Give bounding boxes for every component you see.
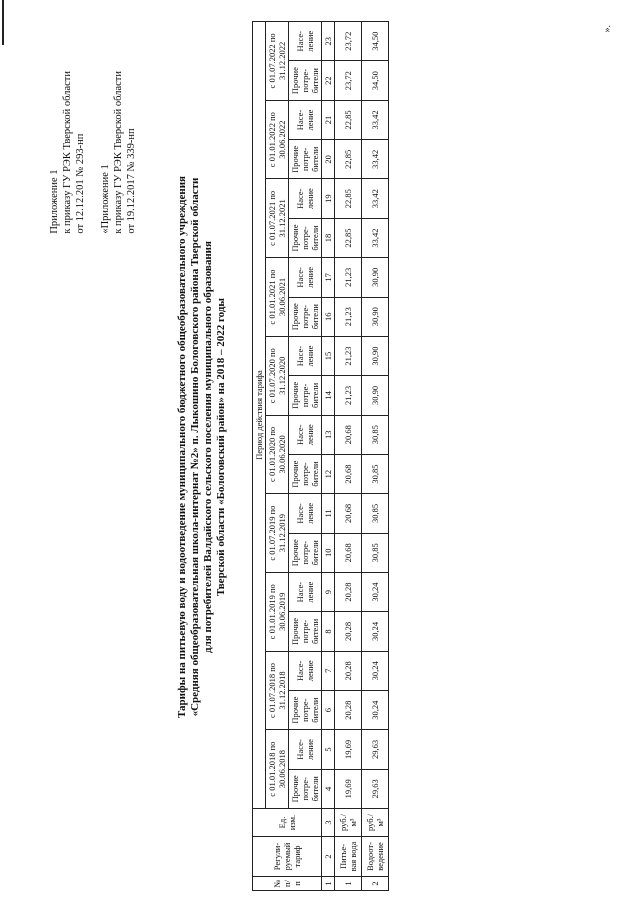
column-number: 2	[322, 837, 335, 877]
subheader-other: Прочие потре-бители	[289, 140, 322, 179]
table-header-row	[289, 22, 322, 891]
column-number: 5	[322, 730, 335, 769]
header-tariff: Регули-руемый тариф	[253, 837, 322, 877]
tariff-value: 20,28	[335, 612, 362, 651]
column-number: 21	[322, 100, 335, 139]
header-unit: Ед. изм.	[253, 809, 322, 837]
tariff-value: 34,50	[362, 22, 389, 61]
column-number: 11	[322, 494, 335, 533]
closing-quote: ».	[602, 25, 613, 33]
tariff-value: 33,42	[362, 218, 389, 257]
tariff-value: 20,68	[335, 415, 362, 454]
subheader-other: Прочие потре-бители	[289, 218, 322, 257]
column-number: 17	[322, 258, 335, 297]
column-number: 13	[322, 415, 335, 454]
tariff-value: 20,68	[335, 494, 362, 533]
period-header: с 01.07.2022 по 31.12.2022	[266, 22, 289, 101]
column-number: 19	[322, 179, 335, 218]
tariff-value: 20,28	[335, 572, 362, 611]
row-number: 1	[335, 877, 362, 891]
header-no: № п/п	[253, 877, 322, 891]
tariff-value: 21,23	[335, 336, 362, 375]
subheader-population: Насе-ление	[289, 651, 322, 690]
tariff-value: 22,85	[335, 100, 362, 139]
row-unit: руб./м³	[335, 809, 362, 837]
tariff-table	[252, 21, 389, 891]
period-header: с 01.01.2021 по 30.06.2021	[266, 258, 289, 337]
tariff-value: 21,23	[335, 376, 362, 415]
tariff-value: 19,69	[335, 769, 362, 808]
tariff-value: 33,42	[362, 179, 389, 218]
table-row	[362, 22, 389, 891]
subheader-other: Прочие потре-бители	[289, 376, 322, 415]
subheader-population: Насе-ление	[289, 730, 322, 769]
appendix-note-2	[99, 13, 138, 234]
subheader-other: Прочие потре-бители	[289, 612, 322, 651]
subheader-population: Насе-ление	[289, 494, 322, 533]
row-tariff: Водоот-ведение	[362, 837, 389, 877]
column-number: 1	[322, 877, 335, 891]
tariff-value: 30,85	[362, 454, 389, 493]
column-number: 22	[322, 61, 335, 100]
subheader-population: Насе-ление	[289, 258, 322, 297]
tariff-value: 30,85	[362, 494, 389, 533]
tariff-value: 22,85	[335, 218, 362, 257]
appendix-line: к приказу ГУ РЭК Тверской области	[113, 71, 124, 234]
appendix-line: от 12.12.201 № 293-нп	[75, 133, 86, 234]
table-header-row	[253, 22, 266, 891]
header-period: Период действия тарифа	[253, 22, 266, 809]
tariff-value: 22,85	[335, 179, 362, 218]
column-number: 7	[322, 651, 335, 690]
period-header: с 01.07.2021 по 31.12.2021	[266, 179, 289, 258]
tariff-value: 30,24	[362, 651, 389, 690]
appendix-line: от 19.12.2017 № 339-нп	[126, 128, 137, 234]
period-header: с 01.07.2019 по 31.12.2019	[266, 494, 289, 573]
tariff-value: 30,24	[362, 612, 389, 651]
tariff-value: 30,90	[362, 297, 389, 336]
column-number-row	[322, 22, 335, 891]
title-line: «Средняя общеобразовательная школа-интернат №2» п. Лыкошино Бологовского района Тверской области	[189, 177, 201, 717]
tariff-value: 29,63	[362, 769, 389, 808]
column-number: 12	[322, 454, 335, 493]
tariff-value: 30,90	[362, 336, 389, 375]
appendix-line: к приказу ГУ РЭК Тверской области	[62, 71, 73, 234]
subheader-other: Прочие потре-бители	[289, 690, 322, 729]
title-line: Тарифы на питьевую воду и водоотведение муниципального бюджетного общеобразовательного учреждения	[176, 176, 188, 719]
tariff-value: 20,68	[335, 533, 362, 572]
row-unit: руб./м³	[362, 809, 389, 837]
subheader-other: Прочие потре-бители	[289, 61, 322, 100]
column-number: 15	[322, 336, 335, 375]
subheader-other: Прочие потре-бители	[289, 454, 322, 493]
tariff-value: 30,85	[362, 415, 389, 454]
column-number: 3	[322, 809, 335, 837]
title-line: для потребителей Валдайского сельского поселения муниципального образования	[202, 241, 214, 653]
tariff-value: 23,72	[335, 61, 362, 100]
column-number: 23	[322, 22, 335, 61]
tariff-value: 23,72	[335, 22, 362, 61]
tariff-value: 30,85	[362, 533, 389, 572]
tariff-value: 33,42	[362, 100, 389, 139]
subheader-population: Насе-ление	[289, 336, 322, 375]
header-block	[48, 13, 138, 234]
period-header: с 01.01.2019 по 30.06.2019	[266, 572, 289, 651]
period-header: с 01.01.2018 по 30.06.2018	[266, 730, 289, 809]
subheader-population: Насе-ление	[289, 22, 322, 61]
period-header: с 01.07.2020 по 31.12.2020	[266, 336, 289, 415]
row-number: 2	[362, 877, 389, 891]
subheader-population: Насе-ление	[289, 100, 322, 139]
tariff-value: 19,69	[335, 730, 362, 769]
subheader-other: Прочие потре-бители	[289, 533, 322, 572]
title-line: Тверской области «Бологовский район» на 2018 – 2022 годы	[215, 297, 227, 597]
subheader-population: Насе-ление	[289, 179, 322, 218]
row-tariff: Питье-вая вода	[335, 837, 362, 877]
tariff-value: 33,42	[362, 140, 389, 179]
column-number: 6	[322, 690, 335, 729]
tariff-value: 34,50	[362, 61, 389, 100]
tariff-value: 30,24	[362, 572, 389, 611]
column-number: 20	[322, 140, 335, 179]
document-title	[176, 147, 228, 747]
tariff-value: 20,28	[335, 651, 362, 690]
column-number: 14	[322, 376, 335, 415]
rotated-document	[4, 7, 636, 897]
appendix-line: «Приложение 1	[100, 164, 111, 234]
tariff-value: 30,90	[362, 376, 389, 415]
appendix-note-1	[48, 71, 87, 234]
tariff-value: 30,90	[362, 258, 389, 297]
table-header-row	[266, 22, 289, 891]
subheader-other: Прочие потре-бители	[289, 297, 322, 336]
subheader-population: Насе-ление	[289, 572, 322, 611]
tariff-value: 30,24	[362, 690, 389, 729]
column-number: 8	[322, 612, 335, 651]
tariff-value: 21,23	[335, 297, 362, 336]
subheader-other: Прочие потре-бители	[289, 769, 322, 808]
period-header: с 01.01.2020 по 30.06.2020	[266, 415, 289, 494]
column-number: 18	[322, 218, 335, 257]
subheader-population: Насе-ление	[289, 415, 322, 454]
table-row	[335, 22, 362, 891]
tariff-value: 22,85	[335, 140, 362, 179]
tariff-value: 20,28	[335, 690, 362, 729]
column-number: 9	[322, 572, 335, 611]
tariff-value: 21,23	[335, 258, 362, 297]
column-number: 16	[322, 297, 335, 336]
tariff-value: 29,63	[362, 730, 389, 769]
period-header: с 01.01.2022 по 30.06.2022	[266, 100, 289, 179]
appendix-line: Приложение 1	[49, 169, 60, 234]
column-number: 10	[322, 533, 335, 572]
tariff-value: 20,68	[335, 454, 362, 493]
column-number: 4	[322, 769, 335, 808]
period-header: с 01.07.2018 по 31.12.2018	[266, 651, 289, 730]
